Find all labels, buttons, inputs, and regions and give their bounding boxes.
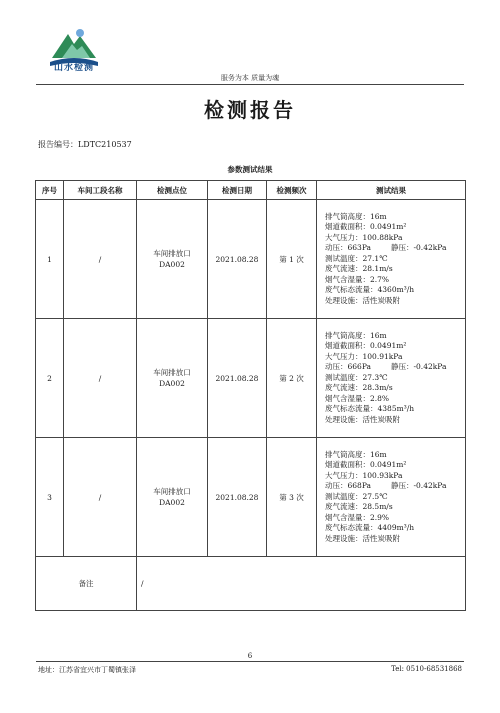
result-static: 静压：-0.42kPa [391, 243, 447, 253]
result-facility: 处理设施：活性炭吸附 [325, 533, 400, 543]
row-section: / [64, 200, 137, 319]
table-header-row [36, 181, 466, 200]
row-freq: 第 3 次 [267, 438, 317, 557]
row-section: / [64, 438, 137, 557]
report-number: 报告编号：LDTC210537 [38, 140, 132, 149]
result-pressure-line [325, 243, 465, 254]
result-dynamic: 动压：668Pa [325, 481, 371, 491]
result-height: 排气筒高度：16m [325, 449, 387, 459]
result-flow: 废气流速：28.1m/s [325, 264, 393, 274]
result-static: 静压：-0.42kPa [391, 362, 447, 372]
result-height: 排气筒高度：16m [325, 330, 387, 340]
result-flow: 废气流速：28.3m/s [325, 383, 393, 393]
result-pressure-line [325, 481, 465, 492]
footer-divider [36, 661, 464, 662]
result-std-flow: 废气标态流量：4409m³/h [325, 523, 415, 533]
result-area: 烟道截面积：0.0491m² [325, 341, 407, 351]
result-temp: 测试温度：27.1℃ [325, 253, 388, 263]
note-label: 备注 [36, 557, 137, 611]
row-freq: 第 2 次 [267, 319, 317, 438]
note-row [36, 557, 466, 611]
result-pressure: 大气压力：100.88kPa [325, 232, 403, 242]
header-divider [36, 84, 464, 85]
table-title: 参数测试结果 [227, 165, 273, 174]
table-row [36, 319, 466, 438]
slogan: 服务为本 质量为魂 [220, 74, 280, 82]
point-code: DA002 [159, 379, 185, 388]
result-dynamic: 动压：666Pa [325, 362, 371, 372]
result-flow: 废气流速：28.5m/s [325, 502, 393, 512]
col-header-freq: 检测频次 [267, 181, 317, 200]
row-results [317, 438, 466, 557]
row-point [137, 319, 208, 438]
point-code: DA002 [159, 498, 185, 507]
logo-text: 山水检测 [53, 63, 94, 73]
row-point [137, 438, 208, 557]
table-row [36, 200, 466, 319]
result-pressure: 大气压力：100.91kPa [325, 351, 403, 361]
point-name: 车间排放口 [153, 487, 191, 496]
result-std-flow: 废气标态流量：4385m³/h [325, 404, 415, 414]
col-header-no: 序号 [36, 181, 64, 200]
col-header-section: 车间工段名称 [64, 181, 137, 200]
row-section: / [64, 319, 137, 438]
col-header-point: 检测点位 [137, 181, 208, 200]
row-date: 2021.08.28 [208, 200, 267, 319]
result-area: 烟道截面积：0.0491m² [325, 222, 407, 232]
footer-address: 地址：江苏省宜兴市丁蜀镇张泽 [38, 666, 136, 674]
result-humidity: 烟气含湿量：2.7% [325, 274, 390, 284]
result-temp: 测试温度：27.3℃ [325, 372, 388, 382]
result-static: 静压：-0.42kPa [391, 481, 447, 491]
point-code: DA002 [159, 260, 185, 269]
row-date: 2021.08.28 [208, 438, 267, 557]
row-results [317, 319, 466, 438]
result-pressure-line [325, 362, 465, 373]
row-no: 1 [36, 200, 64, 319]
result-facility: 处理设施：活性炭吸附 [325, 295, 400, 305]
col-header-date: 检测日期 [208, 181, 267, 200]
report-title: 检测报告 [204, 98, 296, 122]
row-freq: 第 1 次 [267, 200, 317, 319]
table-row [36, 438, 466, 557]
result-dynamic: 动压：663Pa [325, 243, 371, 253]
point-name: 车间排放口 [153, 249, 191, 258]
result-area: 烟道截面积：0.0491m² [325, 460, 407, 470]
result-humidity: 烟气含湿量：2.9% [325, 512, 390, 522]
result-facility: 处理设施：活性炭吸附 [325, 414, 400, 424]
result-std-flow: 废气标态流量：4360m³/h [325, 285, 415, 295]
result-pressure: 大气压力：100.93kPa [325, 470, 403, 480]
note-value: / [137, 557, 466, 611]
page-number: 6 [247, 652, 253, 660]
row-no: 3 [36, 438, 64, 557]
row-results [317, 200, 466, 319]
row-no: 2 [36, 319, 64, 438]
row-point [137, 200, 208, 319]
result-temp: 测试温度：27.5℃ [325, 491, 388, 501]
results-table [35, 180, 466, 611]
point-name: 车间排放口 [153, 368, 191, 377]
row-date: 2021.08.28 [208, 319, 267, 438]
result-height: 排气筒高度：16m [325, 211, 387, 221]
result-humidity: 烟气含湿量：2.8% [325, 393, 390, 403]
col-header-results: 测试结果 [317, 181, 466, 200]
footer-tel: Tel: 0510-68531868 [391, 665, 462, 673]
